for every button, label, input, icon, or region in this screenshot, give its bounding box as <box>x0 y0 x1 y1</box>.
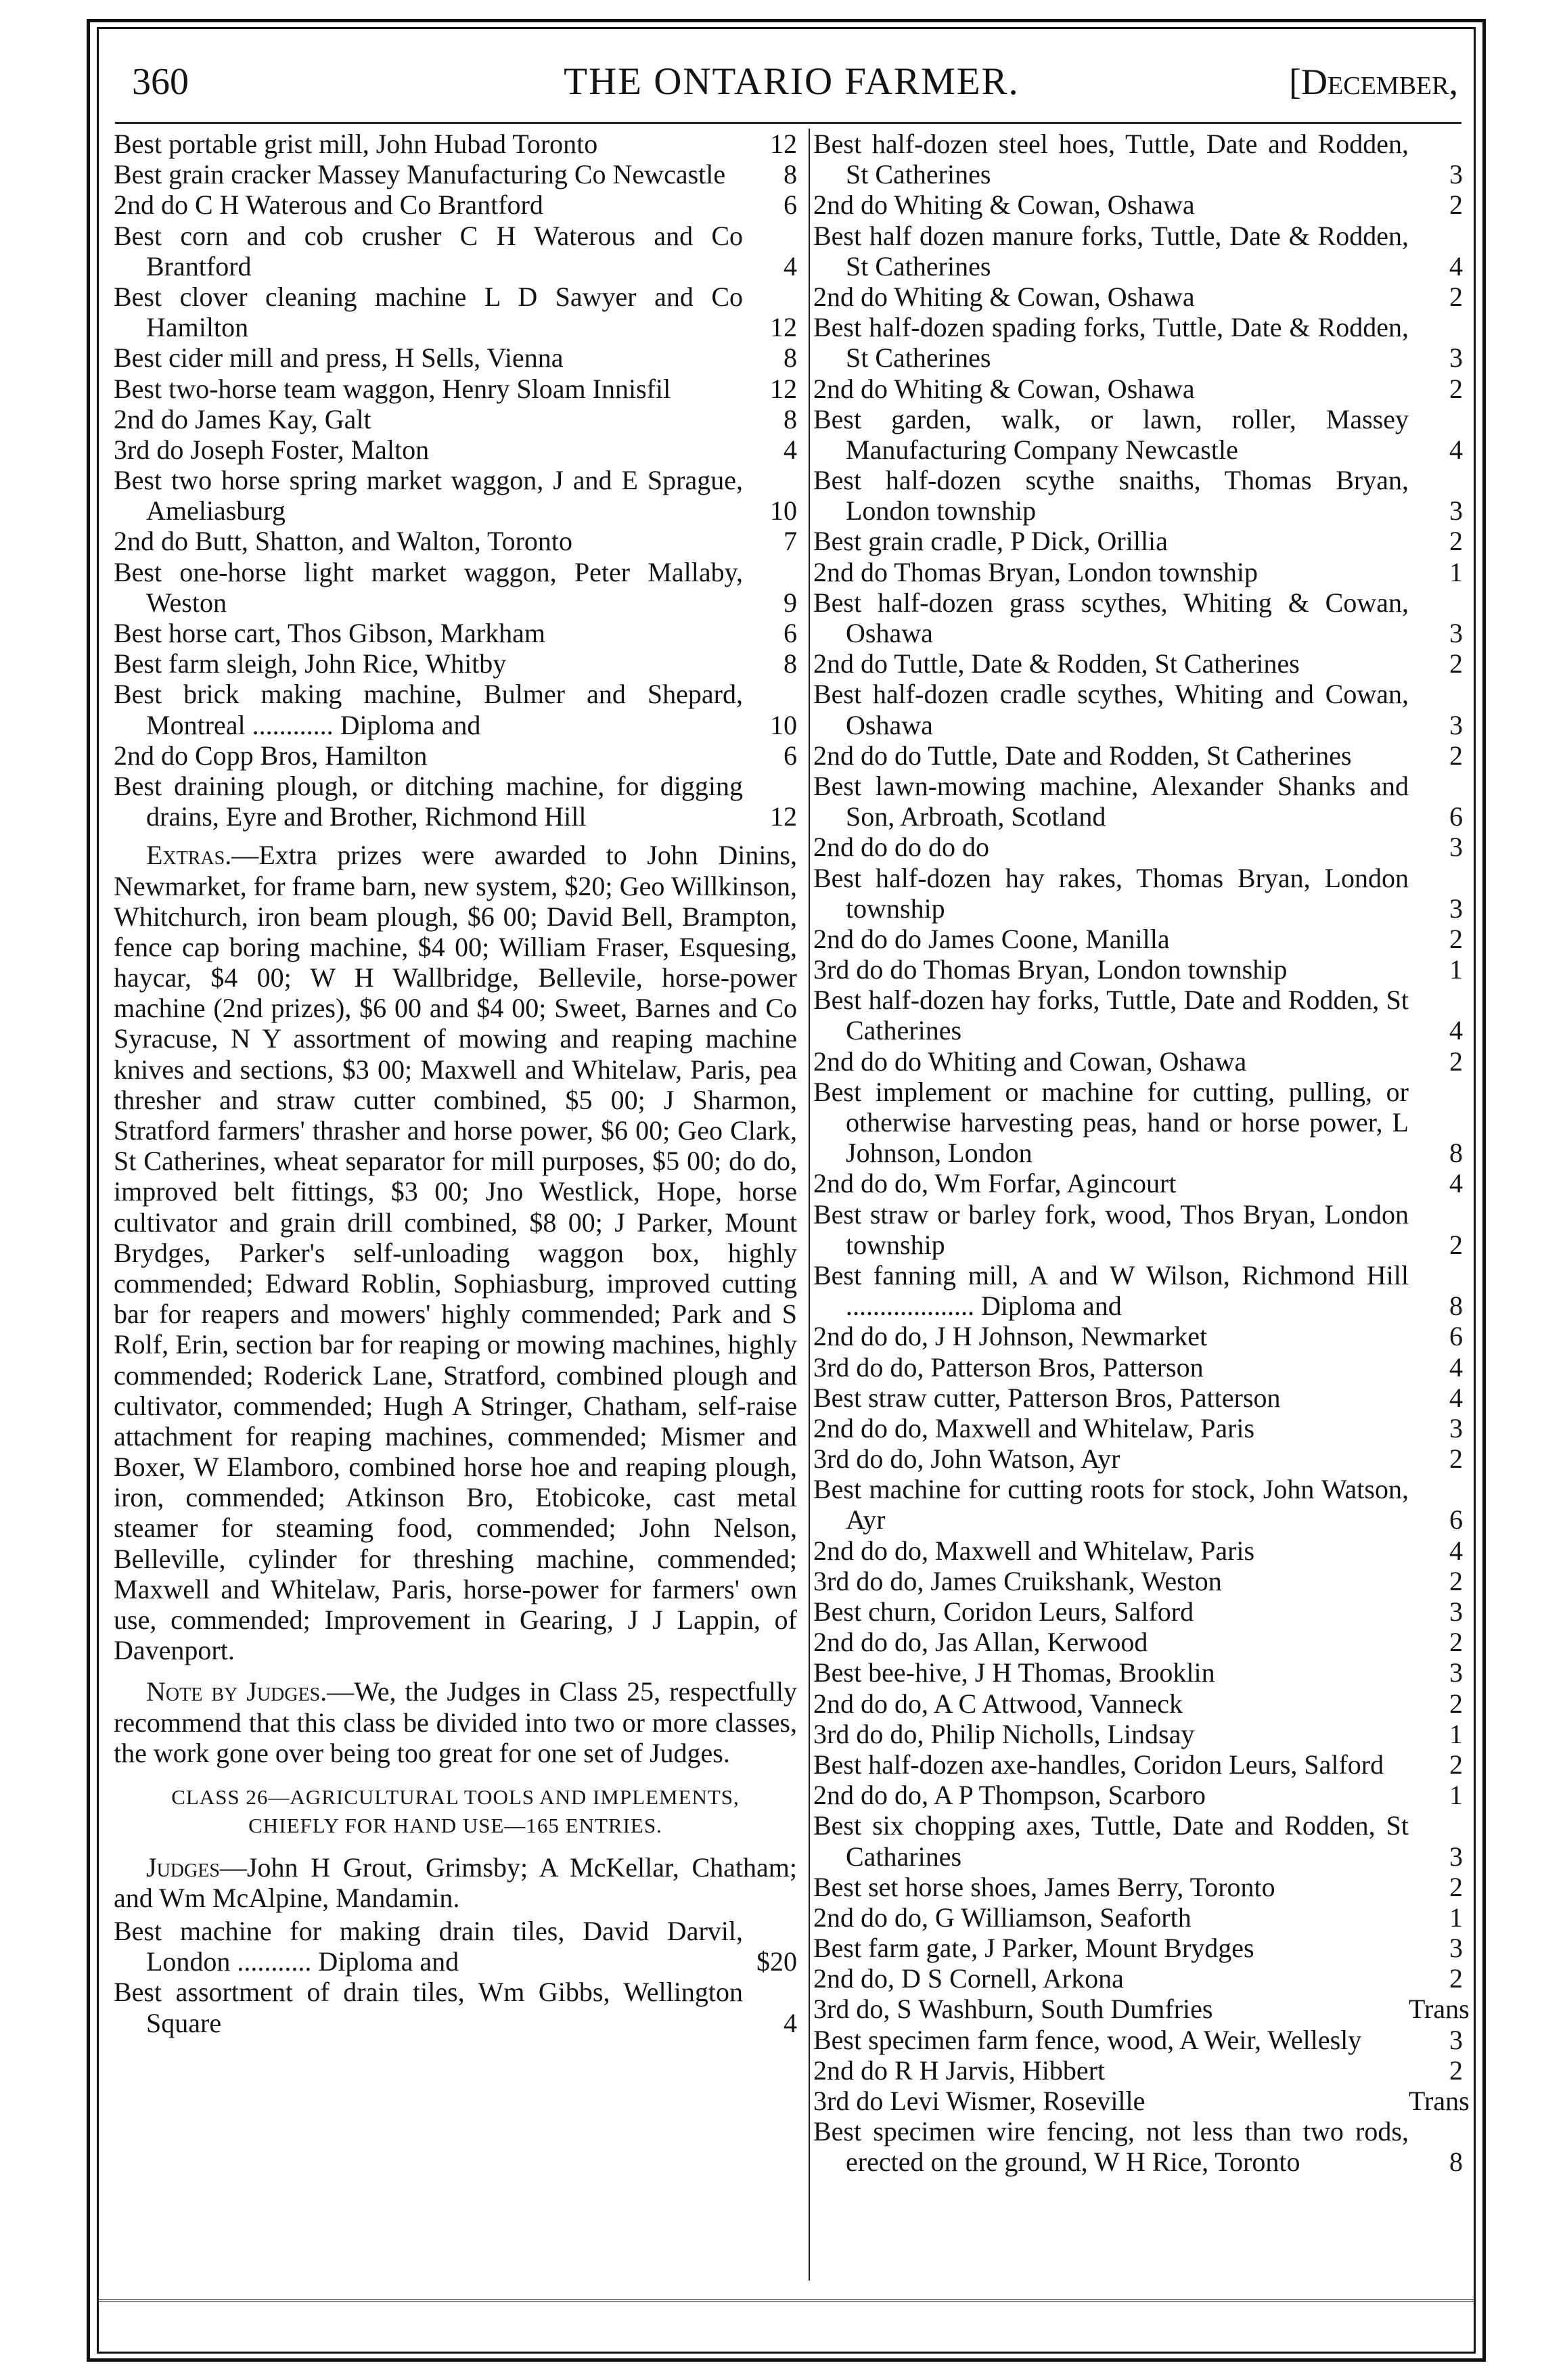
judges-lead: Judges <box>146 1851 220 1883</box>
prize-entry <box>813 1413 1463 1443</box>
prize-entry <box>813 1474 1463 1535</box>
prize-entry <box>813 679 1463 740</box>
entry-prize: 7 <box>784 526 797 557</box>
entry-text: Best farm gate, J Parker, Mount Brydges <box>813 1933 1254 1964</box>
prize-entry <box>813 465 1463 526</box>
entry-prize: 2 <box>1449 373 1463 404</box>
judges-paragraph <box>114 1852 797 1913</box>
prize-entry <box>813 1994 1470 2025</box>
prize-entry <box>813 1443 1463 1474</box>
entry-text: Best grain cracker Massey Manufacturing Co Newcastle <box>114 159 726 190</box>
entry-text: 3rd do Joseph Foster, Malton <box>114 434 430 465</box>
entry-text: Best clover cleaning machine L D Sawyer and Co Hamilton <box>114 281 743 343</box>
entry-text: Best portable grist mill, John Hubad Toronto <box>114 129 598 159</box>
judges-note-paragraph <box>114 1676 797 1768</box>
entry-text: 2nd do Copp Bros, Hamilton <box>114 740 428 771</box>
entry-prize: 3 <box>1449 495 1463 526</box>
entry-text: Best specimen wire fencing, not less than two rods, erected on the ground, W H Rice, Toronto <box>813 2116 1409 2178</box>
entry-prize: 8 <box>784 648 797 679</box>
entry-prize: 9 <box>784 587 797 618</box>
entry-text: Best churn, Coridon Leurs, Salford <box>813 1596 1194 1627</box>
prize-entry <box>813 924 1463 954</box>
entry-text: 2nd do Whiting & Cowan, Oshawa <box>813 373 1195 404</box>
entry-prize: 3 <box>1449 1841 1463 1872</box>
entry-text: Best set horse shoes, James Berry, Toronto <box>813 1871 1275 1902</box>
entry-text: 3rd do do, James Cruikshank, Weston <box>813 1565 1222 1596</box>
entry-prize: 8 <box>784 159 797 190</box>
entry-prize: 2 <box>1449 1963 1463 1994</box>
prize-entry <box>114 618 797 648</box>
entry-prize: 4 <box>1449 1351 1463 1383</box>
month-label: [December, <box>1289 62 1458 102</box>
entry-prize: 4 <box>1449 1015 1463 1046</box>
entry-prize: 3 <box>1449 1657 1463 1688</box>
column-divider <box>809 129 810 2281</box>
entry-prize: 6 <box>784 189 797 221</box>
entry-prize: 6 <box>1449 1504 1463 1535</box>
entry-prize: 3 <box>1449 342 1463 374</box>
entry-text: Best garden, walk, or lawn, roller, Massey Manufacturing Company Newcastle <box>813 403 1409 465</box>
entry-prize: 2 <box>1449 648 1463 679</box>
entry-text: Best half-dozen grass scythes, Whiting & Cowan, Oshawa <box>813 587 1409 648</box>
prize-entry <box>114 282 797 342</box>
prize-entry <box>813 2025 1463 2055</box>
entry-text: 2nd do R H Jarvis, Hibbert <box>813 2055 1106 2086</box>
entry-prize: 2 <box>1449 740 1463 771</box>
prize-entry <box>114 221 797 282</box>
prize-entry <box>813 2055 1463 2086</box>
entry-text: 2nd do do do do <box>813 832 989 863</box>
entry-prize: 2 <box>1449 1627 1463 1658</box>
prize-entry <box>813 1933 1463 1963</box>
prize-entry <box>813 312 1463 373</box>
entry-prize: 8 <box>784 403 797 434</box>
entry-prize: 1 <box>1449 556 1463 587</box>
entry-prize: 2 <box>1449 1871 1463 1902</box>
entry-prize: 3 <box>1449 1933 1463 1964</box>
entry-text: 2nd do do, G Williamson, Seaforth <box>813 1902 1192 1933</box>
entry-prize: 12 <box>770 312 797 343</box>
prize-entry <box>114 342 797 373</box>
entry-text: Best machine for cutting roots for stock, John Watson, Ayr <box>813 1474 1409 1535</box>
prize-entry <box>813 1168 1463 1198</box>
entry-text: 3rd do do, Philip Nicholls, Lindsay <box>813 1718 1195 1749</box>
prize-entry <box>114 159 797 189</box>
header-rule <box>115 122 1461 124</box>
entry-text: Best half-dozen steel hoes, Tuttle, Date and Rodden, St Catherines <box>813 129 1409 190</box>
prize-entry <box>813 985 1463 1046</box>
entry-text: Best draining plough, or ditching machine, for digging drains, Eyre and Brother, Richmond Hill <box>114 770 743 832</box>
entry-text: Best half-dozen axe-handles, Coridon Leurs, Salford <box>813 1749 1384 1780</box>
prize-entry <box>114 771 797 832</box>
entry-text: 2nd do do Tuttle, Date and Rodden, St Catherines <box>813 740 1352 771</box>
entry-text: Best fanning mill, A and W Wilson, Richmond Hill ................... Diploma and <box>813 1259 1409 1322</box>
prize-entry <box>114 526 797 556</box>
extras-lead: Extras. <box>146 840 232 871</box>
prize-entry <box>813 1963 1463 1994</box>
left-entry-list-2 <box>114 1916 797 2038</box>
entry-prize: 12 <box>770 129 797 159</box>
entry-text: Best cider mill and press, H Sells, Vienna <box>114 342 564 374</box>
prize-entry <box>114 1916 797 1977</box>
entry-text: 3rd do do, John Watson, Ayr <box>813 1443 1120 1475</box>
prize-entry <box>114 465 797 526</box>
prize-entry <box>813 1872 1463 1902</box>
entry-text: Best machine for making drain tiles, David Darvil, London ........... Diploma and <box>114 1916 743 1977</box>
prize-entry <box>813 1780 1463 1810</box>
prize-entry <box>813 526 1463 556</box>
entry-prize: 10 <box>770 709 797 740</box>
entry-prize: 3 <box>1449 1412 1463 1443</box>
page-number: 360 <box>132 61 189 103</box>
entry-text: 2nd do do, A C Attwood, Vanneck <box>813 1688 1183 1719</box>
prize-entry <box>813 954 1463 985</box>
entry-prize: 8 <box>784 342 797 374</box>
entry-text: Best six chopping axes, Tuttle, Date and Rodden, St Catharines <box>813 1810 1409 1872</box>
prize-entry <box>813 374 1463 404</box>
left-entry-list <box>114 129 797 832</box>
entry-prize: Trans <box>1409 1994 1470 2025</box>
prize-entry <box>813 771 1463 832</box>
prize-entry <box>114 129 797 159</box>
entry-prize: 3 <box>1449 1596 1463 1627</box>
prize-entry <box>813 1749 1463 1780</box>
entry-text: 2nd do Butt, Shatton, and Walton, Toronto <box>114 526 573 557</box>
entry-text: 3rd do do Thomas Bryan, London township <box>813 954 1288 985</box>
prize-entry <box>813 282 1463 312</box>
prize-entry <box>813 1199 1463 1260</box>
entry-prize: 4 <box>784 434 797 465</box>
prize-entry <box>813 1902 1463 1933</box>
prize-entry <box>813 648 1463 679</box>
prize-entry <box>813 1260 1463 1321</box>
entry-text: 2nd do Thomas Bryan, London township <box>813 556 1258 587</box>
prize-entry <box>813 1046 1463 1077</box>
entry-prize: 2 <box>1449 1565 1463 1596</box>
class-heading-line1: CLASS 26—AGRICULTURAL TOOLS AND IMPLEMENTS, <box>171 1784 740 1809</box>
entry-text: Best horse cart, Thos Gibson, Markham <box>114 618 546 648</box>
entry-prize: 4 <box>784 250 797 282</box>
entry-prize: 3 <box>1449 893 1463 924</box>
prize-entry <box>813 1810 1463 1871</box>
entry-prize: 4 <box>1449 250 1463 282</box>
prize-entry <box>813 863 1463 924</box>
prize-entry <box>813 1627 1463 1657</box>
entry-text: Best two horse spring market waggon, J and E Sprague, Ameliasburg <box>114 465 743 526</box>
entry-prize: 8 <box>1449 2147 1463 2178</box>
entry-prize: 2 <box>1449 1046 1463 1077</box>
prize-entry <box>813 1352 1463 1383</box>
entry-text: Best half dozen manure forks, Tuttle, Date & Rodden, St Catherines <box>813 220 1409 282</box>
entry-text: Best half-dozen hay forks, Tuttle, Date and Rodden, St Catherines <box>813 985 1409 1046</box>
note-lead: Note by Judges. <box>146 1676 327 1707</box>
entry-prize: 4 <box>1449 1168 1463 1199</box>
entry-text: 3rd do Levi Wismer, Roseville <box>813 2086 1146 2116</box>
entry-prize: 6 <box>1449 801 1463 832</box>
prize-entry <box>813 2116 1463 2177</box>
entry-prize: 8 <box>1449 1290 1463 1322</box>
prize-entry <box>813 740 1463 771</box>
left-column <box>114 129 797 2038</box>
bottom-rule <box>98 2299 1474 2302</box>
class-heading-line2: CHIEFLY FOR HAND USE—165 ENTRIES. <box>248 1813 662 1837</box>
entry-prize: 2 <box>1449 281 1463 312</box>
entry-prize: 12 <box>770 801 797 832</box>
entry-prize: 2 <box>1449 189 1463 221</box>
entry-prize: 2 <box>1449 923 1463 954</box>
entry-text: Best lawn-mowing machine, Alexander Shanks and Son, Arbroath, Scotland <box>813 770 1409 832</box>
entry-prize: 1 <box>1449 954 1463 985</box>
entry-text: 2nd do do, J H Johnson, Newmarket <box>813 1321 1208 1352</box>
entry-text: Best one-horse light market waggon, Peter Mallaby, Weston <box>114 556 743 618</box>
entry-text: Best specimen farm fence, wood, A Weir, Wellesly <box>813 2024 1362 2055</box>
prize-entry <box>813 1077 1463 1169</box>
entry-prize: 3 <box>1449 832 1463 863</box>
entry-prize: 6 <box>1449 1321 1463 1352</box>
entry-text: Best farm sleigh, John Rice, Whitby <box>114 648 507 679</box>
prize-entry <box>114 404 797 434</box>
prize-entry <box>813 1535 1463 1566</box>
entry-prize: 3 <box>1449 2024 1463 2055</box>
right-column <box>813 129 1470 2178</box>
entry-text: 2nd do do James Coone, Manilla <box>813 923 1170 954</box>
entry-text: Best half-dozen spading forks, Tuttle, Date & Rodden, St Catherines <box>813 312 1409 374</box>
entry-prize: $20 <box>756 1946 797 1977</box>
prize-entry <box>813 129 1463 189</box>
entry-text: Best half-dozen cradle scythes, Whiting and Cowan, Oshawa <box>813 679 1409 740</box>
prize-entry <box>114 1977 797 2038</box>
entry-prize: 2 <box>1449 1443 1463 1475</box>
entry-prize: 1 <box>1449 1780 1463 1811</box>
prize-entry <box>813 587 1463 648</box>
extras-paragraph <box>114 840 797 1665</box>
entry-text: Best bee-hive, J H Thomas, Brooklin <box>813 1657 1215 1688</box>
prize-entry <box>813 221 1463 282</box>
entry-text: 2nd do do, Wm Forfar, Agincourt <box>813 1168 1177 1199</box>
prize-entry <box>813 1657 1463 1688</box>
prize-entry <box>813 404 1463 465</box>
entry-text: 2nd do Whiting & Cowan, Oshawa <box>813 281 1195 312</box>
entry-text: Best implement or machine for cutting, pulling, or otherwise harvesting peas, hand or horse power, L Johnson, London <box>813 1076 1409 1169</box>
prize-entry <box>114 679 797 740</box>
entry-prize: 2 <box>1449 526 1463 557</box>
prize-entry <box>813 1688 1463 1719</box>
entry-text: Best half-dozen hay rakes, Thomas Bryan, London township <box>813 862 1409 924</box>
prize-entry <box>114 434 797 465</box>
entry-prize: 6 <box>784 618 797 648</box>
entry-prize: 2 <box>1449 2055 1463 2086</box>
entry-prize: 2 <box>1449 1749 1463 1780</box>
class-heading <box>114 1783 797 1840</box>
entry-prize: 1 <box>1449 1718 1463 1749</box>
running-header <box>125 55 1458 108</box>
prize-entry <box>114 740 797 771</box>
prize-entry <box>813 2086 1470 2116</box>
prize-entry <box>813 1383 1463 1413</box>
prize-entry <box>813 1596 1463 1627</box>
entry-prize: 3 <box>1449 159 1463 190</box>
entry-text: 2nd do Whiting & Cowan, Oshawa <box>813 189 1195 221</box>
prize-entry <box>114 557 797 618</box>
entry-text: Best straw or barley fork, wood, Thos Bryan, London township <box>813 1198 1409 1260</box>
entry-text: 2nd do C H Waterous and Co Brantford <box>114 189 543 221</box>
journal-title: THE ONTARIO FARMER. <box>564 60 1020 103</box>
prize-entry <box>114 374 797 404</box>
prize-entry <box>813 1321 1463 1351</box>
entry-prize: 4 <box>1449 434 1463 465</box>
entry-text: 2nd do do, Jas Allan, Kerwood <box>813 1627 1148 1658</box>
entry-text: 2nd do James Kay, Galt <box>114 403 371 434</box>
judges-text: —John H Grout, Grimsby; A McKellar, Chatham; and Wm McAlpine, Mandamin. <box>114 1851 797 1913</box>
entry-text: 2nd do do, Maxwell and Whitelaw, Paris <box>813 1535 1255 1566</box>
entry-prize: 6 <box>784 740 797 771</box>
entry-prize: 10 <box>770 495 797 526</box>
extras-text: —Extra prizes were awarded to John Dinins, Newmarket, for frame barn, new system, $20; Geo Willkinson, Whitchurch, iron beam plough, $6 00; David Bell, Brampton, fence cap boring machine, $4 00; William Fraser, Esquesing, haycar, $4 00; W H Wallbridge, Bellevile, horse-power machine (2nd prizes), $6 00 and $4 00; Sweet, Barnes and Co Syracuse, N Y assortment of mowing and reaping machine knives and sections, $3 00; Maxwell and Whitelaw, Paris, pea thresher and straw cutter combined, $5 00; J Sharmon, Stratford farmers' thrasher and horse power, $6 00; Geo Clark, St Catherines, wheat separator for mill purposes, $5 00; do do, improved belt fittings, $3 00; Jno Westlick, Hope, horse cultivator and grain drill combined, $8 00; J Parker, Mount Brydges, Parker's self-unloading waggon box, highly commended; Edward Roblin, Sophiasburg, improved cutting bar for reapers and mowers' highly commended; Park and S Rolf, Erin, section bar for reaping or mowing machines, highly commended; Roderick Lane, Stratford, combined plough and cultivator, commended; Hugh A Stringer, Chatham, self-raise attachment for reaping machines, commended; Mismer and Boxer, W Elamboro, combined horse hoe and reaping plough, iron, commended; Atkinson Bro, Etobicoke, cast metal steamer for steaming food, commended; John Nelson, Belleville, cylinder for threshing machine, commended; Maxwell and Whitelaw, Paris, horse-power for farmers' own use, commended; Improvement in Gearing, J J Lappin, of Davenport. <box>114 840 797 1666</box>
entry-prize: 2 <box>1449 1229 1463 1260</box>
prize-entry <box>813 1719 1463 1749</box>
entry-prize: Trans <box>1409 2086 1470 2116</box>
entry-prize: 12 <box>770 373 797 404</box>
entry-text: 2nd do do, A P Thompson, Scarboro <box>813 1780 1206 1811</box>
entry-text: Best assortment of drain tiles, Wm Gibbs, Wellington Square <box>114 1977 743 2038</box>
right-entry-list <box>813 129 1470 2178</box>
entry-text: Best two-horse team waggon, Henry Sloam Innisfil <box>114 373 671 404</box>
entry-prize: 3 <box>1449 618 1463 648</box>
entry-text: 2nd do do Whiting and Cowan, Oshawa <box>813 1046 1247 1077</box>
entry-prize: 2 <box>1449 1688 1463 1719</box>
entry-text: 3rd do do, Patterson Bros, Patterson <box>813 1351 1204 1383</box>
prize-entry <box>114 648 797 679</box>
prize-entry <box>114 189 797 220</box>
entry-text: Best corn and cob crusher C H Waterous and Co Brantford <box>114 220 743 282</box>
entry-prize: 1 <box>1449 1902 1463 1933</box>
entry-prize: 4 <box>1449 1382 1463 1413</box>
note-text: —We, the Judges in Class 25, respectfully recommend that this class be divided into two or more classes, the work gone over being too great for one set of Judges. <box>114 1676 797 1768</box>
entry-text: Best straw cutter, Patterson Bros, Patterson <box>813 1382 1281 1413</box>
prize-entry <box>813 1566 1463 1596</box>
prize-entry <box>813 189 1463 220</box>
prize-entry <box>813 832 1463 862</box>
entry-prize: 3 <box>1449 709 1463 740</box>
entry-text: 2nd do, D S Cornell, Arkona <box>813 1963 1124 1994</box>
entry-text: Best half-dozen scythe snaiths, Thomas Bryan, London township <box>813 465 1409 526</box>
entry-text: 2nd do Tuttle, Date & Rodden, St Catherines <box>813 648 1300 679</box>
entry-text: Best brick making machine, Bulmer and Shepard, Montreal ............ Diploma and <box>114 679 743 740</box>
entry-text: 2nd do do, Maxwell and Whitelaw, Paris <box>813 1412 1255 1443</box>
entry-text: Best grain cradle, P Dick, Orillia <box>813 526 1168 557</box>
prize-entry <box>813 557 1463 587</box>
entry-prize: 4 <box>1449 1535 1463 1566</box>
entry-prize: 4 <box>784 2007 797 2038</box>
entry-prize: 8 <box>1449 1138 1463 1169</box>
entry-text: 3rd do, S Washburn, South Dumfries <box>813 1994 1213 2025</box>
